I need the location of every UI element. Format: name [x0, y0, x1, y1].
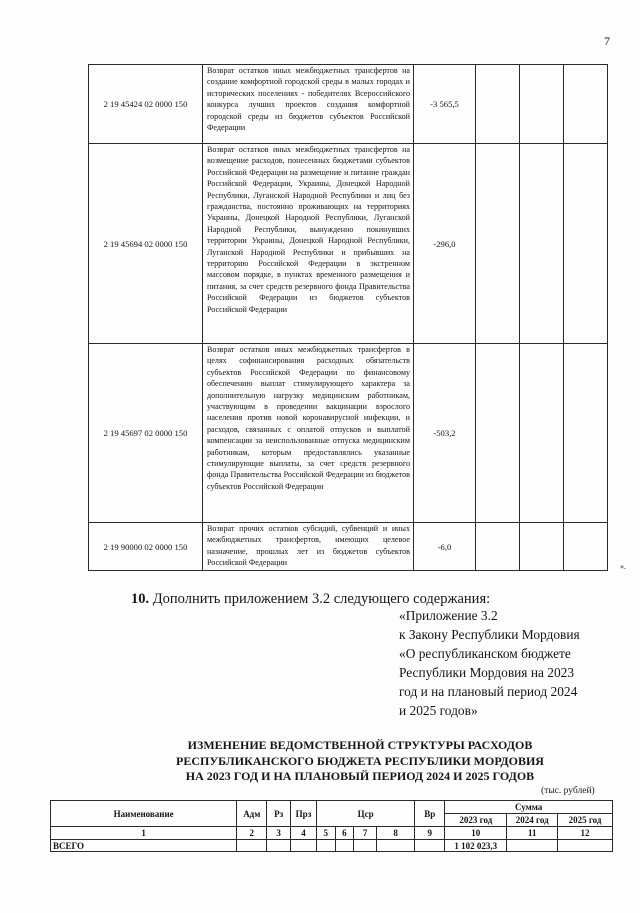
table-row	[89, 344, 608, 523]
column-number: 2	[237, 827, 267, 840]
total-label: ВСЕГО	[51, 840, 237, 852]
column-number: 11	[507, 827, 558, 840]
heading-line: НА 2023 ГОД И НА ПЛАНОВЫЙ ПЕРИОД 2024 И 2025 ГОДОВ	[185, 769, 535, 783]
column-number: 1	[51, 827, 237, 840]
row-description: Возврат остатков иных межбюджетных трансфертов на создание комфортной городской среды в малых городах и исторических поселениях - победителях Всероссийского конкурса лучших проектов создания комфортной городской среды из бюджетов субъектов Российской Федерации	[203, 65, 414, 144]
column-number: 6	[335, 827, 354, 840]
header-csr: Цср	[316, 801, 414, 827]
header-2025: 2025 год	[558, 814, 613, 827]
appendix-line: год и на плановый период 2024	[399, 684, 578, 699]
appendix-line: «О республиканском бюджете	[399, 646, 571, 661]
row-description: Возврат остатков иных межбюджетных трансфертов на возмещение расходов, понесенных бюджетами субъектов Российской Федерации на размещение и питание граждан Российской Федерации, Украины, Донецкой Народной Республики, Луганской Народной Республики и лиц без гражданства, постоянно проживающих на территориях Украины, Донецкой Народной Республики, Луганской Народной Республики, вынужденно покинувших территории Украины, Донецкой Народной Республики, Луганской Народной Республики и прибывших на территорию Российской Федерации в экстренном массовом порядке, в пунктах временного размещения и питания, за счет средств резервного фонда Правительства Российской Федерации из бюджетов субъектов Российской Федерации	[203, 144, 414, 344]
appendix-line: Республики Мордовия на 2023	[399, 665, 575, 680]
column-number: 3	[267, 827, 291, 840]
page-number: 7	[604, 34, 610, 48]
column-number: 10	[445, 827, 507, 840]
closing-quote: ».	[620, 562, 626, 571]
header-rz: Рз	[267, 801, 291, 827]
column-number: 5	[316, 827, 335, 840]
heading-line: ИЗМЕНЕНИЕ ВЕДОМСТВЕННОЙ СТРУКТУРЫ РАСХОДОВ	[187, 738, 533, 752]
budget-code: 2 19 45694 02 0000 150	[89, 144, 203, 344]
item-number: 10.	[131, 591, 150, 607]
column-number: 9	[415, 827, 445, 840]
appendix-line: к Закону Республики Мордовия	[399, 627, 580, 642]
header-vr: Вр	[415, 801, 445, 827]
column-number: 8	[376, 827, 414, 840]
column-number: 4	[291, 827, 317, 840]
budget-code: 2 19 45424 02 0000 150	[89, 65, 203, 144]
transfer-table	[88, 64, 608, 571]
heading-line: РЕСПУБЛИКАНСКОГО БЮДЖЕТА РЕСПУБЛИКИ МОРДОВИЯ	[176, 753, 544, 768]
column-numbering-row	[51, 827, 613, 840]
budget-code: 2 19 45697 02 0000 150	[89, 344, 203, 523]
total-2023: 1 102 023,3	[445, 840, 507, 852]
header-2023: 2023 год	[445, 814, 507, 827]
row-amount: -6,0	[414, 523, 476, 571]
header-sum: Сумма	[445, 801, 613, 814]
header-prz: Прз	[291, 801, 317, 827]
column-number: 7	[354, 827, 377, 840]
units-label: (тыс. рублей)	[541, 786, 595, 796]
row-description: Возврат прочих остатков субсидий, субвенций и иных межбюджетных трансфертов, имеющих целевое назначение, прошлых лет из бюджетов субъектов Российской Федерации	[203, 523, 414, 571]
header-name: Наименование	[51, 801, 237, 827]
section-heading	[100, 738, 620, 785]
row-amount: -503,2	[414, 344, 476, 523]
structure-table	[50, 800, 613, 852]
appendix-reference	[399, 606, 609, 720]
row-description: Возврат остатков иных межбюджетных трансфертов в целях софинансирования расходных обязательств субъектов Российской Федерации по финансовому обеспечению выплат стимулирующего характера за дополнительную нагрузку медицинским работникам, участвующим в проведении вакцинации взрослого населения против новой коронавирусной инфекции, и расходов, связанных с оплатой отпусков и выплатой компенсации за неиспользованные отпуска медицинским работникам, которым предоставлялись указанные стимулирующие выплаты, за счет средств резервного фонда Правительства Российской Федерации из бюджетов субъектов Российской Федерации	[203, 344, 414, 523]
column-number: 12	[558, 827, 613, 840]
row-amount: -296,0	[414, 144, 476, 344]
appendix-line: и 2025 годов»	[399, 703, 478, 718]
table-row	[89, 65, 608, 144]
header-adm: Адм	[237, 801, 267, 827]
table-row	[51, 840, 613, 852]
row-amount: -3 565,5	[414, 65, 476, 144]
item-text: Дополнить приложением 3.2 следующего содержания:	[152, 591, 491, 607]
appendix-line: «Приложение 3.2	[399, 608, 498, 623]
header-2024: 2024 год	[507, 814, 558, 827]
budget-code: 2 19 90000 02 0000 150	[89, 523, 203, 571]
table-row	[89, 523, 608, 571]
table-row	[89, 144, 608, 344]
